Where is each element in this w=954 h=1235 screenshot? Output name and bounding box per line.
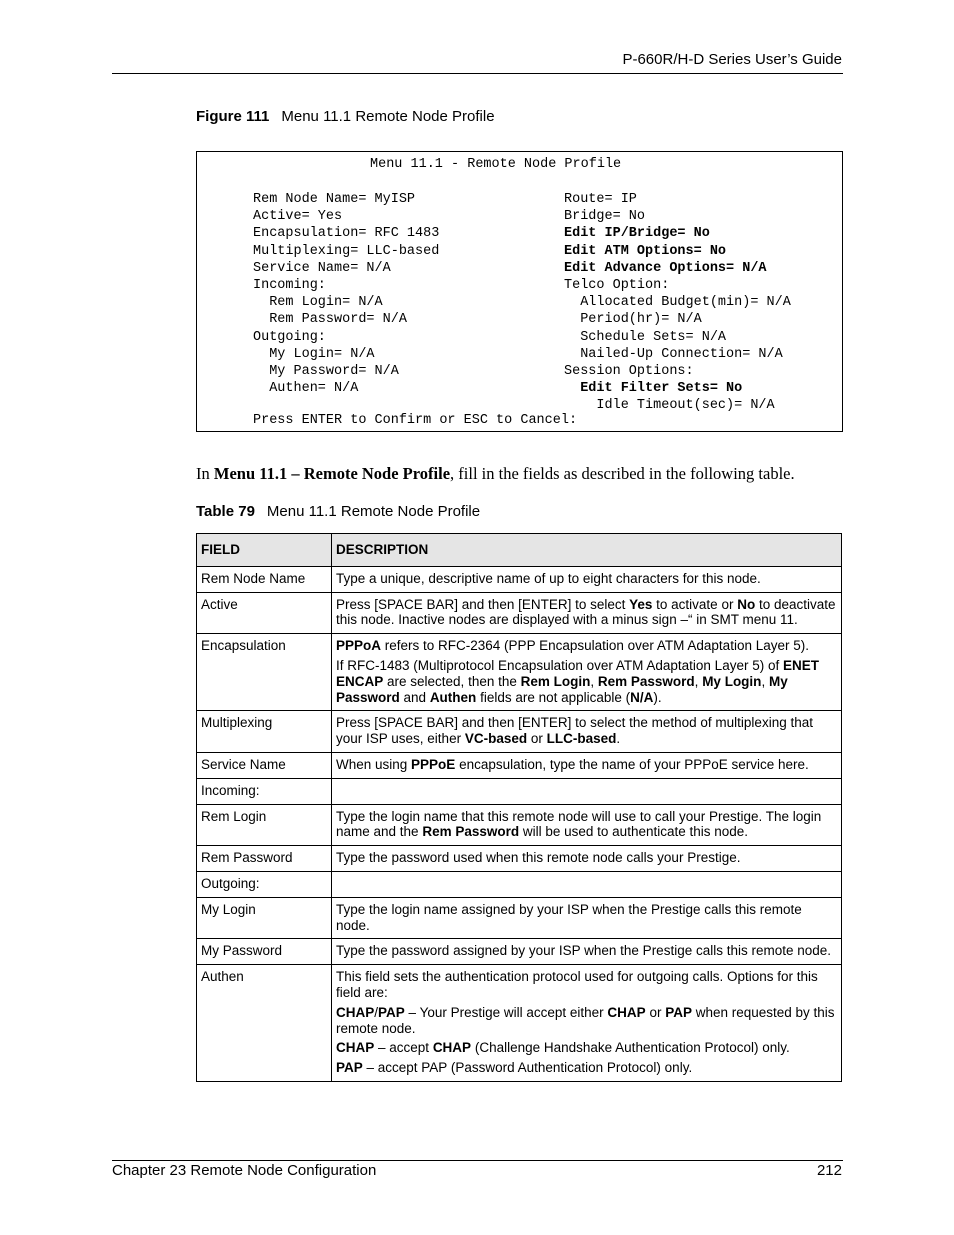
field-name-cell: My Password [197, 939, 332, 965]
description-text: are selected, then the [383, 673, 521, 689]
screen-line: Multiplexing= LLC-based [253, 243, 440, 259]
screen-line: Edit ATM Options= No [564, 243, 727, 259]
screen-line: Nailed-Up Connection= N/A [564, 346, 783, 362]
description-text: refers to RFC-2364 (PPP Encapsulation over ATM Adaptation Layer 5). [381, 638, 809, 654]
screen-line: Rem Password= N/A [253, 312, 407, 328]
screen-line: Edit IP/Bridge= No [564, 226, 710, 242]
description-text: Type a unique, descriptive name of up to eight characters for this node. [336, 570, 761, 586]
description-cell [332, 965, 842, 1082]
description-bold-term: Yes [629, 596, 653, 612]
description-text: . [616, 731, 621, 747]
field-description-table [196, 533, 842, 1082]
terminal-screen [196, 151, 843, 432]
description-text: Type the password assigned by your ISP when the Prestige calls this remote node. [336, 943, 832, 959]
description-paragraph [336, 757, 837, 773]
description-paragraph [336, 850, 837, 866]
table-row [197, 897, 842, 939]
screen-title: Menu 11.1 - Remote Node Profile [370, 157, 622, 172]
description-bold-term: PAP [378, 1004, 405, 1020]
screen-line: Encapsulation= RFC 1483 [253, 226, 440, 242]
description-bold-term: PAP [336, 1060, 363, 1076]
description-text: encapsulation, type the name of your PPPoE service here. [455, 756, 809, 772]
table-row [197, 804, 842, 846]
screen-line: Telco Option: [564, 278, 670, 294]
screen-line: Authen= N/A [253, 381, 359, 397]
description-bold-term: My Password [336, 673, 788, 705]
screen-line: Service Name= N/A [253, 260, 391, 276]
screen-line: My Login= N/A [253, 346, 375, 362]
figure-number: Figure 111 [196, 108, 270, 125]
table-title: Menu 11.1 Remote Node Profile [266, 503, 481, 520]
screen-right-column [564, 191, 791, 415]
description-bold-term: Rem Login [520, 673, 591, 689]
screen-line: Route= IP [564, 192, 637, 207]
description-text: Type the login name assigned by your ISP when the Prestige calls this remote node. [336, 901, 802, 933]
table-row [197, 965, 842, 1082]
screen-line: Rem Login= N/A [253, 295, 383, 311]
description-bold-term: CHAP [336, 1040, 375, 1056]
intro-menu-name: Menu 11.1 – Remote Node Profile [213, 464, 451, 483]
description-paragraph [336, 1005, 837, 1037]
table-row [197, 871, 842, 897]
table-caption [196, 503, 480, 520]
description-text: Press [SPACE BAR] and then [ENTER] to select the method of multiplexing that your ISP uses, either [336, 715, 813, 747]
field-name-cell: Outgoing: [197, 871, 332, 897]
description-paragraph [336, 597, 837, 629]
description-paragraph [336, 902, 837, 934]
field-name-cell: Rem Node Name [197, 566, 332, 592]
screen-line: Allocated Budget(min)= N/A [564, 295, 791, 311]
description-bold-term: N/A [630, 689, 654, 705]
screen-footer-prompt: Press ENTER to Confirm or ESC to Cancel: [253, 413, 578, 428]
description-text: or [645, 1004, 666, 1020]
description-text: to deactivate this node. Inactive nodes are displayed with a minus sign –“ in SMT menu 11. [336, 596, 836, 628]
description-text: ). [653, 689, 662, 705]
description-paragraph [336, 1060, 837, 1076]
description-cell [332, 804, 842, 846]
description-bold-term: CHAP [607, 1004, 646, 1020]
table-row [197, 939, 842, 965]
column-header-description: DESCRIPTION [332, 534, 842, 567]
header-title: P-660R/H-D Series User’s Guide [622, 51, 842, 68]
description-text: fields are not applicable ( [476, 689, 631, 705]
description-bold-term: Rem Password [597, 673, 695, 689]
description-text: When using [336, 756, 412, 772]
description-bold-term: ENET ENCAP [336, 657, 819, 689]
screen-line: Bridge= No [564, 209, 646, 225]
field-name-cell: Authen [197, 965, 332, 1082]
field-name-cell: Incoming: [197, 778, 332, 804]
description-cell [332, 634, 842, 711]
description-text: Type the password used when this remote node calls your Prestige. [336, 850, 741, 866]
description-text: If RFC-1483 (Multiprotocol Encapsulation over ATM Adaptation Layer 5) of [336, 657, 783, 673]
column-header-field: FIELD [197, 534, 332, 567]
table-row [197, 566, 842, 592]
description-text: / [374, 1004, 379, 1020]
field-name-cell: Service Name [197, 752, 332, 778]
description-text: Type the login name that this remote node will use to call your Prestige. The login name and the [336, 808, 822, 840]
screen-line: Schedule Sets= N/A [564, 329, 727, 345]
description-text: , [694, 673, 703, 689]
description-paragraph [336, 658, 837, 705]
description-cell [332, 939, 842, 965]
description-text: – accept PAP (Password Authentication Protocol) only. [362, 1060, 693, 1076]
screen-line: My Password= N/A [253, 364, 399, 380]
field-name-cell: Encapsulation [197, 634, 332, 711]
intro-prefix: In [196, 464, 214, 483]
description-paragraph [336, 1040, 837, 1056]
screen-line: Edit Filter Sets= No [564, 381, 743, 397]
description-paragraph [336, 638, 837, 654]
footer-page-number: 212 [816, 1162, 842, 1179]
description-paragraph [336, 809, 837, 841]
table-row [197, 846, 842, 872]
field-name-cell: Rem Login [197, 804, 332, 846]
description-bold-term: CHAP [336, 1004, 375, 1020]
description-paragraph [336, 969, 837, 1001]
screen-line: Idle Timeout(sec)= N/A [564, 398, 775, 414]
description-cell [332, 592, 842, 634]
description-bold-term: VC-based [464, 731, 528, 747]
field-name-cell: Rem Password [197, 846, 332, 872]
description-text: to activate or [652, 596, 738, 612]
footer-rule [112, 1160, 843, 1161]
description-text: – Your Prestige will accept either [404, 1004, 608, 1020]
description-cell [332, 871, 842, 897]
description-text: (Challenge Handshake Authentication Protocol) only. [471, 1040, 790, 1056]
description-bold-term: LLC-based [546, 731, 617, 747]
description-cell [332, 846, 842, 872]
figure-caption [196, 108, 495, 125]
description-text: – accept [374, 1040, 433, 1056]
screen-line: Period(hr)= N/A [564, 312, 702, 328]
screen-line: Session Options: [564, 364, 694, 380]
table-row [197, 592, 842, 634]
header-rule [112, 73, 843, 74]
description-paragraph [336, 715, 837, 747]
table-row [197, 778, 842, 804]
figure-title: Menu 11.1 Remote Node Profile [281, 108, 495, 125]
description-bold-term: Authen [429, 689, 477, 705]
description-cell [332, 752, 842, 778]
description-paragraph [336, 943, 837, 959]
description-bold-term: CHAP [432, 1040, 472, 1056]
description-cell [332, 897, 842, 939]
description-paragraph [336, 571, 837, 587]
description-cell [332, 566, 842, 592]
description-bold-term: No [737, 596, 756, 612]
description-bold-term: My Login [702, 673, 762, 689]
footer-chapter: Chapter 23 Remote Node Configuration [112, 1162, 377, 1179]
table-header-row [197, 534, 842, 567]
intro-suffix: , fill in the fields as described in the following table. [450, 464, 795, 483]
description-bold-term: PPPoE [411, 756, 456, 772]
field-name-cell: Multiplexing [197, 711, 332, 753]
table-row [197, 752, 842, 778]
description-text: Press [SPACE BAR] and then [ENTER] to select [336, 596, 630, 612]
screen-line: Outgoing: [253, 329, 326, 345]
description-bold-term: PAP [665, 1004, 692, 1020]
screen-line: Edit Advance Options= N/A [564, 260, 767, 276]
table-number: Table 79 [196, 503, 255, 520]
table-row [197, 634, 842, 711]
description-text: when requested by this remote node. [336, 1004, 835, 1036]
field-name-cell: My Login [197, 897, 332, 939]
screen-line: Rem Node Name= MyISP [253, 192, 416, 207]
description-bold-term: PPPoA [336, 638, 382, 654]
intro-paragraph [196, 464, 795, 484]
screen-line: Incoming: [253, 278, 326, 294]
description-text: will be used to authenticate this node. [519, 824, 749, 840]
description-text: or [527, 731, 547, 747]
description-bold-term: Rem Password [422, 824, 520, 840]
description-text: and [399, 689, 430, 705]
field-name-cell: Active [197, 592, 332, 634]
description-cell [332, 778, 842, 804]
table-row [197, 711, 842, 753]
screen-left-column [253, 191, 439, 397]
description-text: , [590, 673, 598, 689]
description-cell [332, 711, 842, 753]
screen-line: Active= Yes [253, 209, 343, 225]
description-text: This field sets the authentication protocol used for outgoing calls. Options for this field are: [336, 969, 818, 1000]
description-text: , [761, 673, 769, 689]
